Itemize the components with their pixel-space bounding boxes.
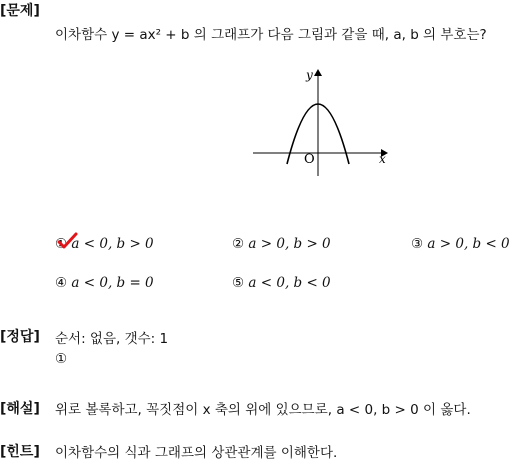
check-mark-icon — [57, 232, 79, 250]
choice-4[interactable] — [55, 275, 154, 291]
answer-line-2: ① — [55, 351, 68, 367]
answer-line-1: 순서: 없음, 갯수: 1 — [55, 331, 169, 347]
explanation-tag: [해설] — [0, 401, 40, 417]
choice-5-number: ⑤ — [232, 275, 245, 291]
choice-2-number: ② — [232, 236, 245, 252]
choice-4-number: ④ — [55, 275, 68, 291]
choice-3[interactable] — [411, 236, 510, 252]
choice-3-text: a > 0, b < 0 — [427, 236, 510, 252]
y-axis-label: y — [306, 68, 313, 82]
choice-4-text: a < 0, b = 0 — [71, 275, 154, 291]
x-axis-label: x — [379, 152, 386, 166]
choice-1-number: ① — [55, 236, 68, 252]
choice-5-text: a < 0, b < 0 — [248, 275, 331, 291]
explanation-text: 위로 볼록하고, 꼭짓점이 x 축의 위에 있으므로, a < 0, b > 0 이 옳다. — [55, 402, 471, 418]
answer-tag: [정답] — [0, 329, 40, 345]
origin-label: O — [304, 152, 315, 167]
choice-3-number: ③ — [411, 236, 424, 252]
choice-2[interactable] — [232, 236, 331, 252]
problem-tag: [문제] — [0, 3, 40, 19]
choice-1-text: a < 0, b > 0 — [71, 236, 154, 252]
hint-tag: [힌트] — [0, 444, 40, 460]
hint-text: 이차함수의 식과 그래프의 상관관계를 이해한다. — [55, 445, 338, 461]
choice-5[interactable] — [232, 275, 331, 291]
problem-text: 이차함수 y = ax² + b 의 그래프가 다음 그림과 같을 때, a, b 의 부호는? — [55, 27, 487, 43]
parabola-figure — [250, 62, 395, 177]
choice-2-text: a > 0, b > 0 — [248, 236, 331, 252]
